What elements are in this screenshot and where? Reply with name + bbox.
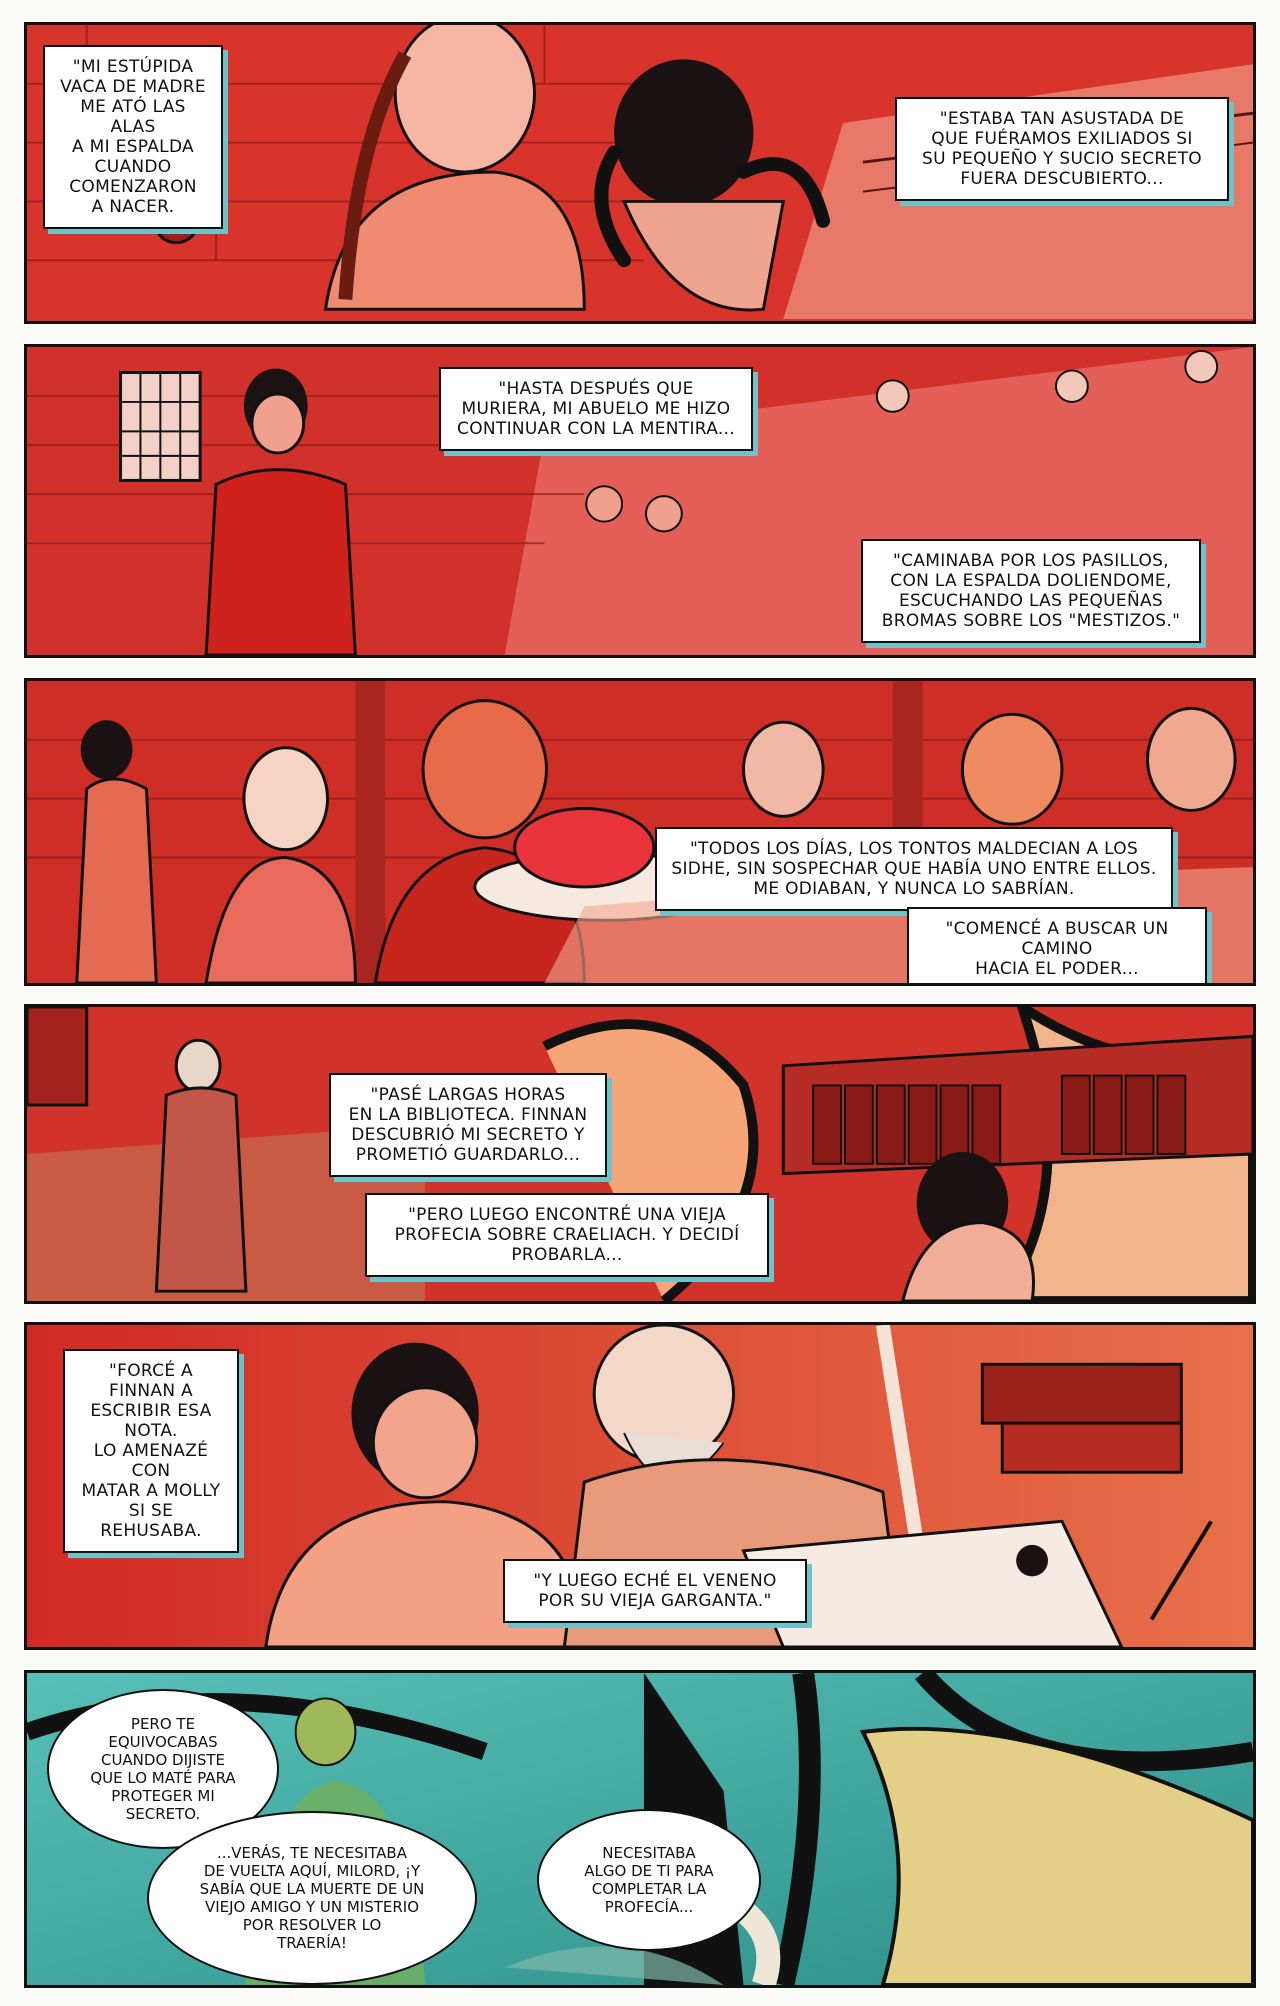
caption-3a: "TODOS LOS DÍAS, LOS TONTOS MALDECIAN A LOS SIDHE, SIN SOSPECHAR QUE HABÍA UNO ENTRE ELLOS. ME ODIABAN, Y NUNCA LO SABRÍAN. <box>655 827 1173 911</box>
caption-4b: "PERO LUEGO ENCONTRÉ UNA VIEJA PROFECIA SOBRE CRAELIACH. Y DECIDÍ PROBARLA... <box>365 1193 769 1277</box>
caption-4a: "PASÉ LARGAS HORAS EN LA BIBLIOTECA. FINNAN DESCUBRIÓ MI SECRETO Y PROMETIÓ GUARDARLO... <box>329 1073 607 1177</box>
caption-3b: "COMENCÉ A BUSCAR UN CAMINO HACIA EL PODER... <box>907 907 1207 986</box>
caption-2b: "CAMINABA POR LOS PASILLOS, CON LA ESPALDA DOLIENDOME, ESCUCHANDO LAS PEQUEÑAS BROMAS SOBRE LOS "MESTIZOS." <box>861 539 1201 643</box>
panel-1 <box>24 22 1256 324</box>
caption-5a: "FORCÉ A FINNAN A ESCRIBIR ESA NOTA. LO AMENAZÉ CON MATAR A MOLLY SI SE REHUSABA. <box>63 1349 239 1553</box>
speech-bubble-2: ...VERÁS, TE NECESITABA DE VUELTA AQUÍ, MILORD, ¡Y SABÍA QUE LA MUERTE DE UN VIEJO AMIGO Y UN MISTERIO POR RESOLVER LO TRAERÍA! <box>147 1811 477 1985</box>
speech-bubble-1: PERO TE EQUIVOCABAS CUANDO DIJISTE QUE LO MATÉ PARA PROTEGER MI SECRETO. <box>47 1689 279 1849</box>
panel-6 <box>24 1670 1256 1988</box>
panel-3 <box>24 678 1256 986</box>
panel-2 <box>24 344 1256 658</box>
panel-4 <box>24 1004 1256 1304</box>
speech-bubble-3: NECESITABA ALGO DE TI PARA COMPLETAR LA PROFECÍA... <box>537 1809 761 1951</box>
caption-1a: "MI ESTÚPIDA VACA DE MADRE ME ATÓ LAS ALAS A MI ESPALDA CUANDO COMENZARON A NACER. <box>43 45 223 229</box>
caption-1b: "ESTABA TAN ASUSTADA DE QUE FUÉRAMOS EXILIADOS SI SU PEQUEÑO Y SUCIO SECRETO FUERA DESCUBIERTO... <box>895 97 1229 201</box>
caption-2a: "HASTA DESPUÉS QUE MURIERA, MI ABUELO ME HIZO CONTINUAR CON LA MENTIRA... <box>439 367 753 451</box>
caption-5b: "Y LUEGO ECHÉ EL VENENO POR SU VIEJA GARGANTA." <box>503 1559 807 1623</box>
panel-5 <box>24 1322 1256 1650</box>
